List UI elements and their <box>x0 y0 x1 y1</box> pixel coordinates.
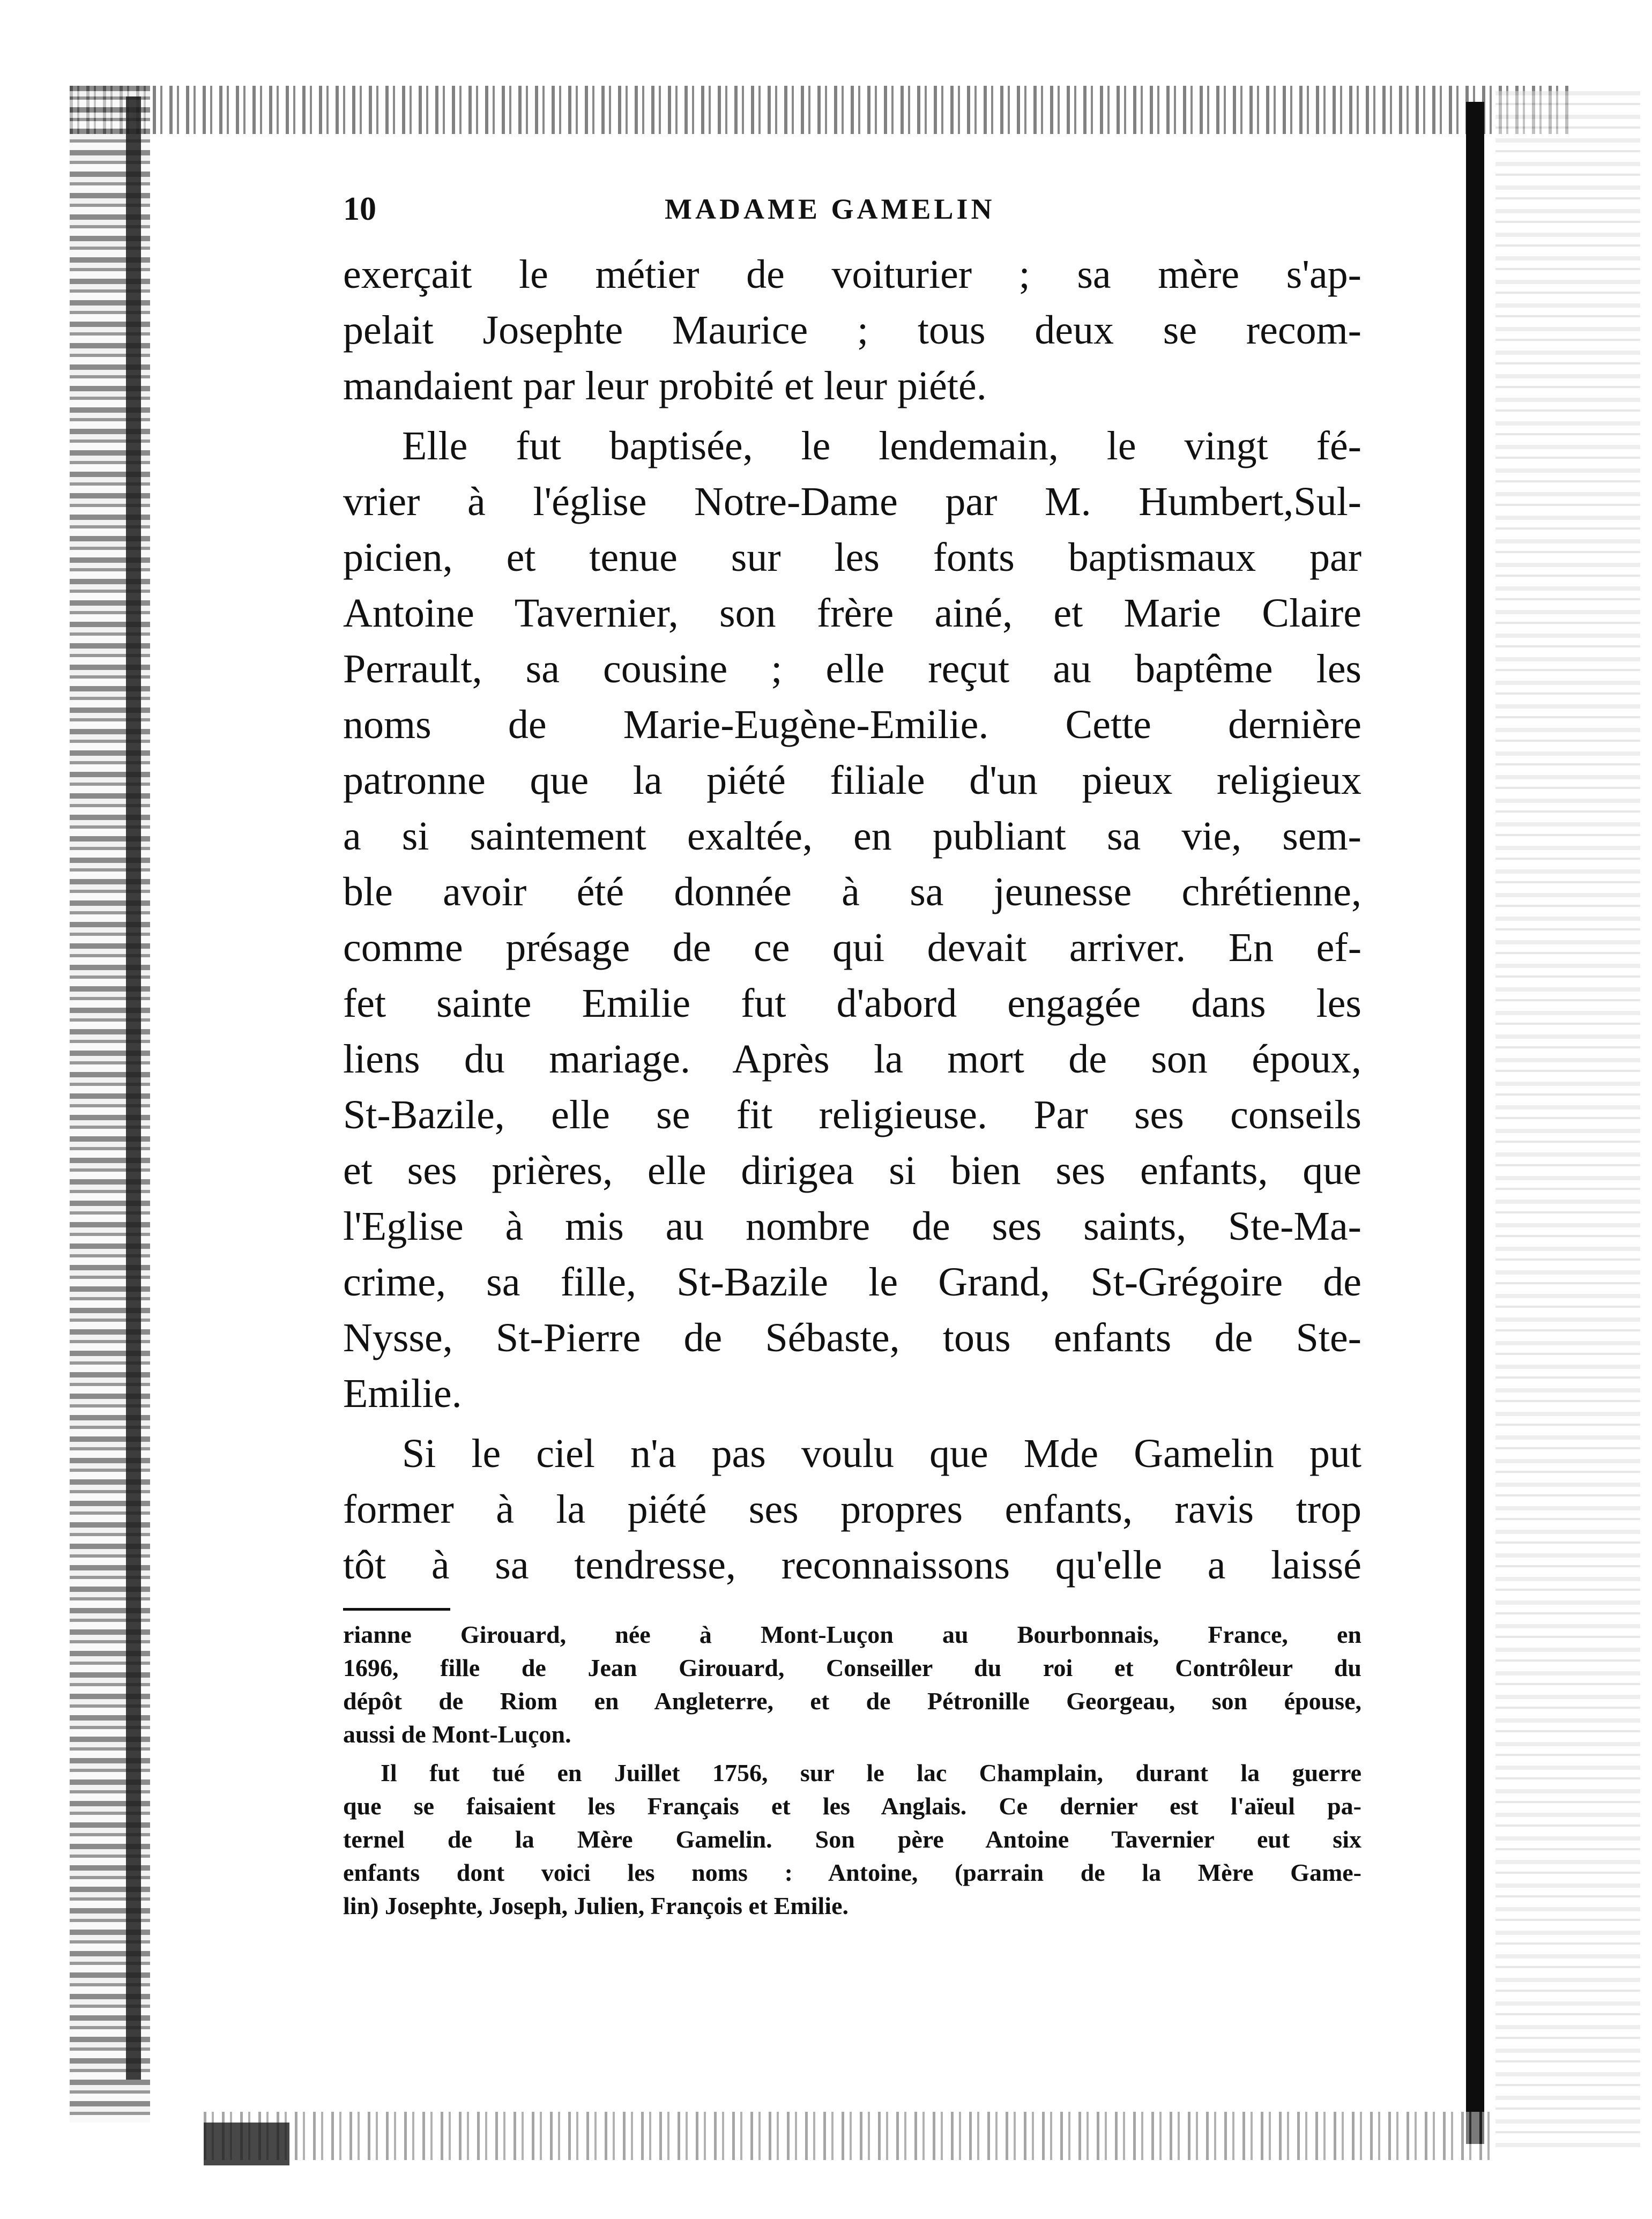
body-line: tôt à sa tendresse, reconnaissons qu'elle a laissé <box>343 1543 1361 1588</box>
footnote-line: Il fut tué en Juillet 1756, sur le lac Champlain, durant la guerre <box>381 1759 1361 1786</box>
body-line: Antoine Tavernier, son frère ainé, et Marie Claire <box>343 591 1361 636</box>
body-line: exerçait le métier de voiturier ; sa mère s'ap- <box>343 252 1361 297</box>
footnote-rule <box>343 1608 450 1611</box>
page-header <box>343 177 1361 241</box>
body-line: et ses prières, elle dirigea si bien ses enfants, que <box>343 1148 1361 1193</box>
scan-artifact-bottom <box>204 2112 1490 2160</box>
body-line: fet sainte Emilie fut d'abord engagée dans les <box>343 981 1361 1026</box>
body-line: vrier à l'église Notre-Dame par M. Humbert,Sul- <box>343 479 1361 524</box>
body-line: Si le ciel n'a pas voulu que Mde Gamelin put <box>402 1431 1361 1476</box>
scan-artifact-bottom-block <box>204 2123 289 2165</box>
footnote-line: lin) Josephte, Joseph, Julien, François et Emilie. <box>343 1892 849 1919</box>
footnotes <box>343 1618 1361 1923</box>
body-line: Elle fut baptisée, le lendemain, le vingt fé- <box>402 423 1361 468</box>
footnote-line: ternel de la Mère Gamelin. Son père Antoine Tavernier eut six <box>343 1826 1361 1853</box>
book-page <box>343 177 1361 1923</box>
body-line: mandaient par leur probité et leur piété. <box>343 363 987 408</box>
scan-artifact-right-edge <box>1495 91 1640 2155</box>
scan-artifact-right-bar <box>1466 102 1484 2144</box>
body-line: pelait Josephte Maurice ; tous deux se recom- <box>343 308 1361 353</box>
body-line: ble avoir été donnée à sa jeunesse chrétienne, <box>343 869 1361 914</box>
body-line: noms de Marie-Eugène-Emilie. Cette dernière <box>343 702 1361 747</box>
scan-artifact-left-bar <box>126 96 141 2080</box>
body-line: comme présage de ce qui devait arriver. En ef- <box>343 925 1361 970</box>
body-line: liens du mariage. Après la mort de son époux, <box>343 1037 1361 1082</box>
body-text <box>343 247 1361 1593</box>
body-line: patronne que la piété filiale d'un pieux religieux <box>343 758 1361 803</box>
scan-artifact-top <box>70 86 1571 134</box>
footnote-line: 1696, fille de Jean Girouard, Conseiller du roi et Contrôleur du <box>343 1654 1361 1681</box>
body-line: l'Eglise à mis au nombre de ses saints, Ste-Ma- <box>343 1204 1361 1249</box>
body-line: Emilie. <box>343 1371 462 1416</box>
footnote-line: que se faisaient les Français et les Anglais. Ce dernier est l'aïeul pa- <box>343 1792 1361 1820</box>
body-line: Nysse, St-Pierre de Sébaste, tous enfants de Ste- <box>343 1315 1361 1360</box>
footnote-line: enfants dont voici les noms : Antoine, (parrain de la Mère Game- <box>343 1859 1361 1886</box>
page-number: 10 <box>343 191 376 227</box>
body-line: Perrault, sa cousine ; elle reçut au baptême les <box>343 646 1361 691</box>
footnote-line: dépôt de Riom en Angleterre, et de Pétronille Georgeau, son épouse, <box>343 1687 1361 1715</box>
body-line: a si saintement exaltée, en publiant sa vie, sem- <box>343 814 1361 859</box>
body-line: St-Bazile, elle se fit religieuse. Par ses conseils <box>343 1092 1361 1137</box>
running-title: MADAME GAMELIN <box>665 193 995 225</box>
body-line: crime, sa fille, St-Bazile le Grand, St-Grégoire de <box>343 1260 1361 1305</box>
footnote-line: aussi de Mont-Luçon. <box>343 1721 571 1748</box>
footnote-line: rianne Girouard, née à Mont-Luçon au Bourbonnais, France, en <box>343 1621 1361 1648</box>
body-line: former à la piété ses propres enfants, ravis trop <box>343 1487 1361 1532</box>
body-line: picien, et tenue sur les fonts baptismaux par <box>343 535 1361 580</box>
